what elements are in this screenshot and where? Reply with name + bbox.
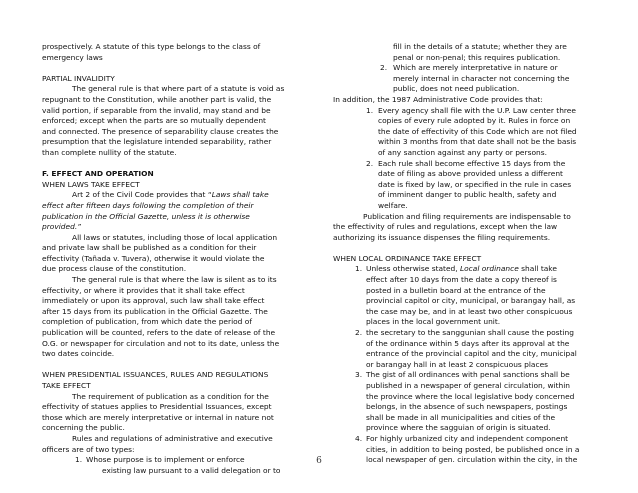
body-line: The general rule is that where the law is silent as to its — [72, 275, 277, 285]
list-line: provincial capitol or city, municipal, or barangay hall, as — [366, 296, 576, 306]
list-line: of any sanction against any party or persons. — [378, 147, 547, 157]
admin-code-intro: In addition, the 1987 Administrative Code provides that: — [333, 94, 543, 104]
body-line: and connected. The presence of separability clause creates the — [42, 126, 279, 136]
list-line: fill in the details of a statute; whether they are — [393, 42, 567, 51]
intro-line: prospectively. A statute of this type belongs to the class of — [42, 42, 261, 51]
list-line: date is fixed by law, or specified in the rule in cases — [378, 179, 572, 189]
body-line: Publication and filing requirements are indispensable to — [363, 211, 571, 221]
body-line: officers are of two types: — [42, 444, 135, 454]
list-line: the province where the local legislative body concerned — [366, 391, 575, 401]
body-line: immediately or upon its approval, such law shall take effect — [42, 296, 265, 306]
list-number: 1. — [355, 264, 363, 274]
quote-line: publication in the Official Gazette, unless it is otherwise — [42, 211, 250, 221]
body-line: completion of publication, from which date the period of — [42, 317, 252, 327]
list-line: existing law pursuant to a valid delegation or to — [102, 465, 281, 475]
article-quote-line — [42, 190, 304, 201]
list-line: published in a newspaper of general circulation, within — [366, 381, 571, 390]
list-line: Which are merely interpretative in nature or — [393, 63, 558, 73]
list-line: date of filing as above provided unless a different — [378, 169, 563, 179]
list-number: 2. — [380, 63, 388, 73]
body-line: The general rule is that where part of a statute is void as — [72, 84, 285, 94]
article-quote: Laws shall take — [211, 190, 269, 200]
list-line: posted in a bulletin board at the entrance of the — [366, 285, 546, 295]
list-line: Every agency shall file with the U.P. Law center three — [378, 105, 576, 115]
list-item — [333, 264, 601, 328]
body-line: two dates coincide. — [42, 349, 115, 359]
list-line — [366, 264, 601, 275]
list-line: merely internal in character not concerning the — [393, 73, 570, 83]
intro-line: emergency laws — [42, 52, 103, 62]
list-text: shall take — [518, 264, 557, 274]
article-prefix: Art 2 of the Civil Code provides that “ — [72, 190, 212, 200]
body-line: effectivity of statues applies to Presidential Issuances, except — [42, 402, 272, 412]
subsection-heading: TAKE EFFECT — [42, 381, 91, 390]
body-line: authorizing its issuance dispenses the filing requirements. — [333, 232, 551, 242]
subsection-heading: WHEN LOCAL ORDINANCE TAKE EFFECT — [333, 253, 482, 263]
body-line: and private law shall be published as a condition for their — [42, 243, 257, 253]
list-text: Unless otherwise stated, — [366, 264, 460, 274]
list-number: 2. — [366, 158, 374, 168]
list-number: 3. — [355, 370, 363, 380]
section-heading: F. EFFECT AND OPERATION — [42, 169, 154, 179]
body-line: effectivity, or where it provides that it shall take effect — [42, 285, 245, 295]
list-number: 1. — [366, 105, 374, 115]
list-line: welfare. — [378, 200, 408, 210]
body-line: repugnant to the Constitution, while another part is valid, the — [42, 94, 272, 104]
left-column — [42, 42, 304, 476]
list-number: 1. — [75, 455, 83, 465]
list-line: Each rule shall become effective 15 days from the — [378, 158, 566, 168]
list-number: 4. — [355, 433, 363, 443]
list-line: within 3 months from that date shall not be the basis — [378, 137, 577, 147]
list-line: The gist of all ordinances with penal sanctions shall be — [366, 370, 570, 380]
body-line: those which are merely interpretative or internal in nature not — [42, 412, 274, 422]
body-line: All laws or statutes, including those of local application — [72, 232, 278, 242]
body-line: the effectivity of rules and regulations, except when the law — [333, 222, 558, 232]
body-line: after 15 days from its publication in the Official Gazette. The — [42, 306, 268, 316]
list-line: the case may be, and in at least two other conspicuous — [366, 306, 573, 316]
body-line: valid portion, if separable from the invalid, may stand and be — [42, 105, 271, 115]
partial-invalidity-heading: PARTIAL INVALIDITY — [42, 73, 115, 83]
body-line: effectivity (Tañada v. Tuvera), otherwise it would violate the — [42, 253, 265, 263]
list-item — [333, 370, 601, 434]
list-line: Whose purpose is to implement or enforce — [86, 455, 245, 465]
list-line: province where the sagguian of origin is situated. — [366, 423, 551, 433]
list-item — [333, 328, 601, 370]
list-line: copies of every rule adopted by it. Rules in force on — [378, 116, 571, 126]
list-line: entrance of the provincial capitol and the city, municipal — [366, 349, 577, 359]
list-line: public, does not need publication. — [393, 84, 520, 94]
quote-line: provided.” — [42, 222, 82, 232]
list-line: the date of effectivity of this Code which are not filed — [378, 126, 577, 136]
list-line: of imminent danger to public health, safety and — [378, 190, 557, 200]
body-line: presumption that the legislature intended separability, rather — [42, 137, 272, 147]
list-line: or barangay hall in at least 2 conspicuous places — [366, 359, 549, 369]
body-line: Rules and regulations of administrative and executive — [72, 433, 273, 443]
right-column — [333, 42, 601, 466]
list-item — [333, 159, 601, 212]
body-line: concerning the public. — [42, 423, 125, 433]
list-line: penal or non-penal; this requires publication. — [393, 52, 561, 62]
page-number: 6 — [316, 456, 322, 466]
list-item — [333, 63, 601, 95]
body-line: due process clause of the constitution. — [42, 264, 187, 274]
body-line: than complete nullity of the statute. — [42, 147, 177, 157]
subsection-heading: WHEN PRESIDENTIAL ISSUANCES, RULES AND REGULATIONS — [42, 370, 269, 380]
list-line: local newspaper of gen. circulation within the city, in the — [366, 455, 578, 465]
italic-term: Local ordinance — [459, 264, 519, 274]
quote-line: effect after fifteen days following the completion of their — [42, 200, 254, 210]
body-line: enforced; except when the parts are so mutually dependent — [42, 116, 266, 126]
list-number: 2. — [355, 328, 363, 338]
body-line: publication will be counted, refers to the date of release of the — [42, 328, 276, 338]
list-line: effect after 10 days from the date a copy thereof is — [366, 275, 557, 285]
subsection-heading: WHEN LAWS TAKE EFFECT — [42, 179, 140, 189]
body-line: The requirement of publication as a condition for the — [72, 391, 269, 401]
list-line: places in the local government unit. — [366, 317, 501, 327]
list-line: of the ordinance within 5 days after its approval at the — [366, 338, 570, 348]
list-line: the secretary to the sanggunian shall cause the posting — [366, 328, 574, 338]
list-line: For highly urbanized city and independent component — [366, 433, 569, 443]
list-item — [333, 106, 601, 159]
list-line: belongs, in the absence of such newspapers, postings — [366, 402, 568, 412]
list-line: shall be made in all municipalities and cities of the — [366, 412, 556, 422]
body-line: O.G. or newspaper for circulation and not to its date, unless the — [42, 338, 280, 348]
list-line: cities, in addition to being posted, be published once in a — [366, 444, 580, 454]
